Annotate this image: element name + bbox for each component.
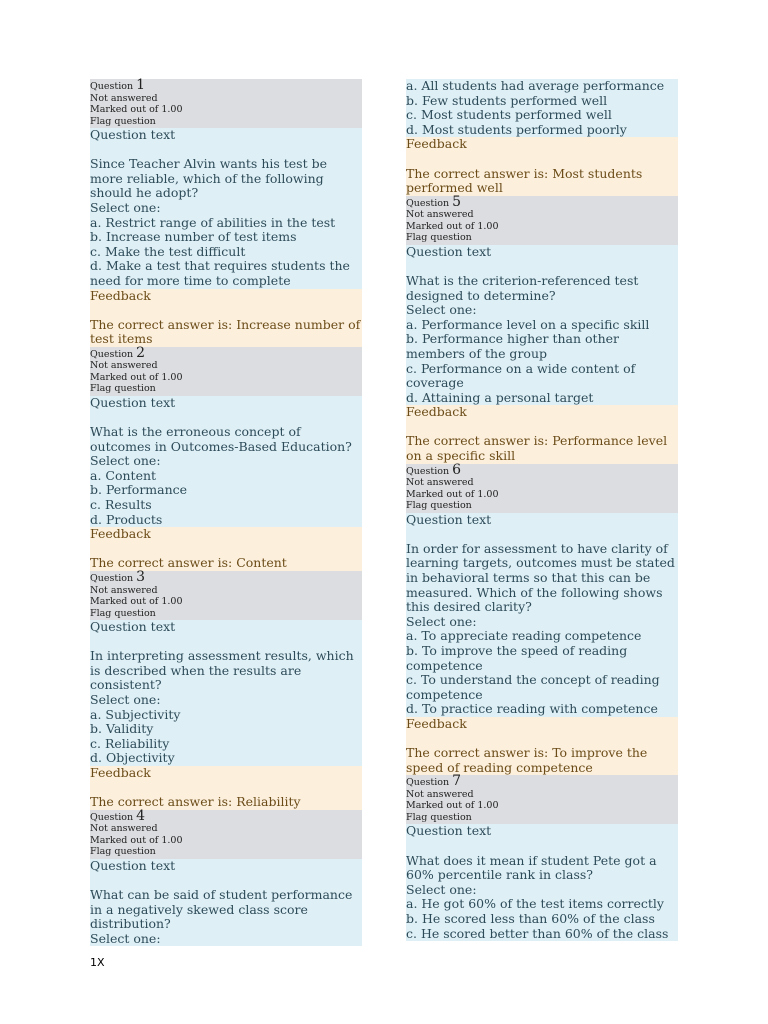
- right-column: [406, 79, 678, 941]
- left-column: [90, 79, 362, 946]
- feedback-label: Feedback: [90, 287, 151, 303]
- feedback-label: Feedback: [406, 136, 467, 152]
- feedback-label: Feedback: [406, 715, 467, 731]
- question-number: Question 6: [406, 461, 462, 478]
- question-number: Question 3: [90, 569, 146, 586]
- correct-answer: The correct answer is: Performance level on a specific skill: [406, 433, 668, 464]
- question-content: [90, 620, 362, 766]
- question-content: [90, 396, 362, 527]
- question-content: [406, 513, 678, 717]
- question-prompt: What can be said of student performance in a negatively skewed class score distribution?: [90, 886, 353, 932]
- question-grade: Marked out of 1.00: [90, 371, 183, 383]
- answer-option[interactable]: c. Performance on a wide content of coverage: [406, 360, 636, 391]
- answer-option[interactable]: a. Subjectivity: [90, 706, 181, 722]
- question-grade: Marked out of 1.00: [406, 220, 499, 232]
- feedback-section: [90, 766, 362, 810]
- flag-question-link[interactable]: Flag question: [90, 607, 156, 619]
- question-grade: Marked out of 1.00: [90, 596, 183, 608]
- answer-option[interactable]: d. Products: [90, 511, 163, 527]
- answer-option[interactable]: a. He got 60% of the test items correctly: [406, 896, 664, 912]
- answer-option[interactable]: b. To improve the speed of reading competence: [406, 643, 628, 673]
- answer-option[interactable]: b. He scored less than 60% of the class: [406, 910, 655, 926]
- question-content: [406, 79, 678, 137]
- question-content: [406, 245, 678, 406]
- answer-option[interactable]: d. Make a test that requires students the need for more time to complete: [90, 258, 350, 288]
- answer-option[interactable]: c. Results: [90, 497, 152, 513]
- question-content: [406, 824, 678, 941]
- answer-option[interactable]: b. Validity: [90, 721, 154, 737]
- question-number: Question 5: [406, 193, 462, 210]
- page-label: 1X: [90, 956, 105, 969]
- question-prompt: Since Teacher Alvin wants his test be more reliable, which of the following should he adopt?: [90, 156, 327, 201]
- question-info: [406, 775, 678, 824]
- question-info: [90, 344, 362, 396]
- select-one-label: Select one:: [406, 881, 477, 897]
- flag-question-link[interactable]: Flag question: [90, 846, 156, 858]
- answer-state: Not answered: [406, 477, 474, 489]
- correct-answer: The correct answer is: To improve the speed of reading competence: [406, 745, 648, 775]
- question-content: [90, 128, 362, 289]
- question-prompt: What does it mean if student Pete got a 60% percentile rank in class?: [406, 852, 657, 883]
- question-text-label: Question text: [406, 823, 492, 839]
- correct-answer: The correct answer is: Reliability: [90, 794, 301, 810]
- answer-option[interactable]: d. Objectivity: [90, 750, 175, 766]
- answer-option[interactable]: d. To practice reading with competence: [406, 701, 658, 717]
- question-prompt: What is the criterion-referenced test designed to determine?: [406, 272, 639, 303]
- answer-option[interactable]: a. All students had average performance: [406, 78, 665, 93]
- answer-option[interactable]: c. To understand the concept of reading competence: [406, 672, 660, 702]
- answer-option[interactable]: b. Performance: [90, 482, 188, 498]
- answer-option[interactable]: c. Most students performed well: [406, 107, 612, 123]
- correct-answer: The correct answer is: Most students performed well: [406, 165, 643, 196]
- answer-option[interactable]: d. Most students performed poorly: [406, 121, 627, 137]
- answer-option[interactable]: a. Content: [90, 467, 157, 483]
- question-number: Question 1: [90, 77, 146, 93]
- feedback-section: [406, 717, 678, 775]
- question-prompt: In order for assessment to have clarity of learning targets, outcomes must be stated in behavioral terms so that this can be measured. Which of the following shows this desired clarity?: [406, 540, 675, 615]
- question-grade: Marked out of 1.00: [406, 488, 499, 500]
- correct-answer: The correct answer is: Increase number of test items: [90, 316, 361, 347]
- feedback-label: Feedback: [90, 526, 151, 542]
- question-info: [90, 79, 362, 128]
- answer-option[interactable]: c. Reliability: [90, 735, 170, 751]
- select-one-label: Select one:: [406, 302, 477, 318]
- question-grade: Marked out of 1.00: [90, 104, 183, 115]
- question-info: [90, 571, 362, 620]
- flag-question-link[interactable]: Flag question: [406, 811, 472, 823]
- question-number: Question 2: [90, 344, 146, 361]
- answer-option[interactable]: c. He scored better than 60% of the class: [406, 925, 669, 941]
- question-text-label: Question text: [406, 511, 492, 527]
- flag-question-link[interactable]: Flag question: [406, 500, 472, 512]
- answer-option[interactable]: b. Performance higher than other members of the group: [406, 331, 619, 361]
- flag-question-link[interactable]: Flag question: [90, 115, 156, 127]
- question-prompt: What is the erroneous concept of outcomes in Outcomes-Based Education?: [90, 424, 352, 454]
- answer-state: Not answered: [90, 92, 158, 104]
- question-text-label: Question text: [90, 857, 176, 873]
- question-text-label: Question text: [406, 243, 492, 259]
- select-one-label: Select one:: [90, 199, 161, 215]
- question-text-label: Question text: [90, 619, 176, 635]
- question-number: Question 7: [406, 773, 462, 790]
- select-one-label: Select one:: [90, 930, 161, 946]
- answer-option[interactable]: c. Make the test difficult: [90, 243, 246, 259]
- correct-answer: The correct answer is: Content: [90, 555, 287, 571]
- question-prompt: In interpreting assessment results, which is described when the results are consistent?: [90, 648, 354, 693]
- answer-option[interactable]: d. Attaining a personal target: [406, 389, 594, 405]
- question-info: [406, 193, 678, 245]
- question-text-label: Question text: [90, 394, 176, 410]
- feedback-section: [406, 137, 678, 195]
- question-text-label: Question text: [90, 127, 176, 142]
- answer-option[interactable]: a. Performance level on a specific skill: [406, 316, 650, 332]
- question-info: [90, 807, 362, 859]
- flag-question-link[interactable]: Flag question: [406, 232, 472, 244]
- feedback-section: [90, 289, 362, 347]
- question-number: Question 4: [90, 807, 146, 824]
- select-one-label: Select one:: [90, 692, 161, 707]
- answer-state: Not answered: [90, 360, 158, 372]
- answer-state: Not answered: [90, 823, 158, 835]
- feedback-label: Feedback: [90, 764, 151, 780]
- select-one-label: Select one:: [90, 453, 161, 469]
- feedback-section: [90, 527, 362, 571]
- answer-state: Not answered: [406, 788, 474, 800]
- question-grade: Marked out of 1.00: [90, 834, 183, 846]
- answer-option[interactable]: a. Restrict range of abilities in the test: [90, 214, 336, 230]
- question-grade: Marked out of 1.00: [406, 800, 499, 812]
- select-one-label: Select one:: [406, 613, 477, 629]
- feedback-section: [406, 405, 678, 463]
- question-content: [90, 859, 362, 947]
- answer-state: Not answered: [90, 584, 158, 596]
- flag-question-link[interactable]: Flag question: [90, 383, 156, 395]
- answer-state: Not answered: [406, 209, 474, 221]
- answer-option[interactable]: b. Few students performed well: [406, 92, 608, 108]
- answer-option[interactable]: a. To appreciate reading competence: [406, 628, 642, 644]
- answer-option[interactable]: b. Increase number of test items: [90, 229, 297, 245]
- feedback-label: Feedback: [406, 404, 467, 420]
- question-info: [406, 461, 678, 513]
